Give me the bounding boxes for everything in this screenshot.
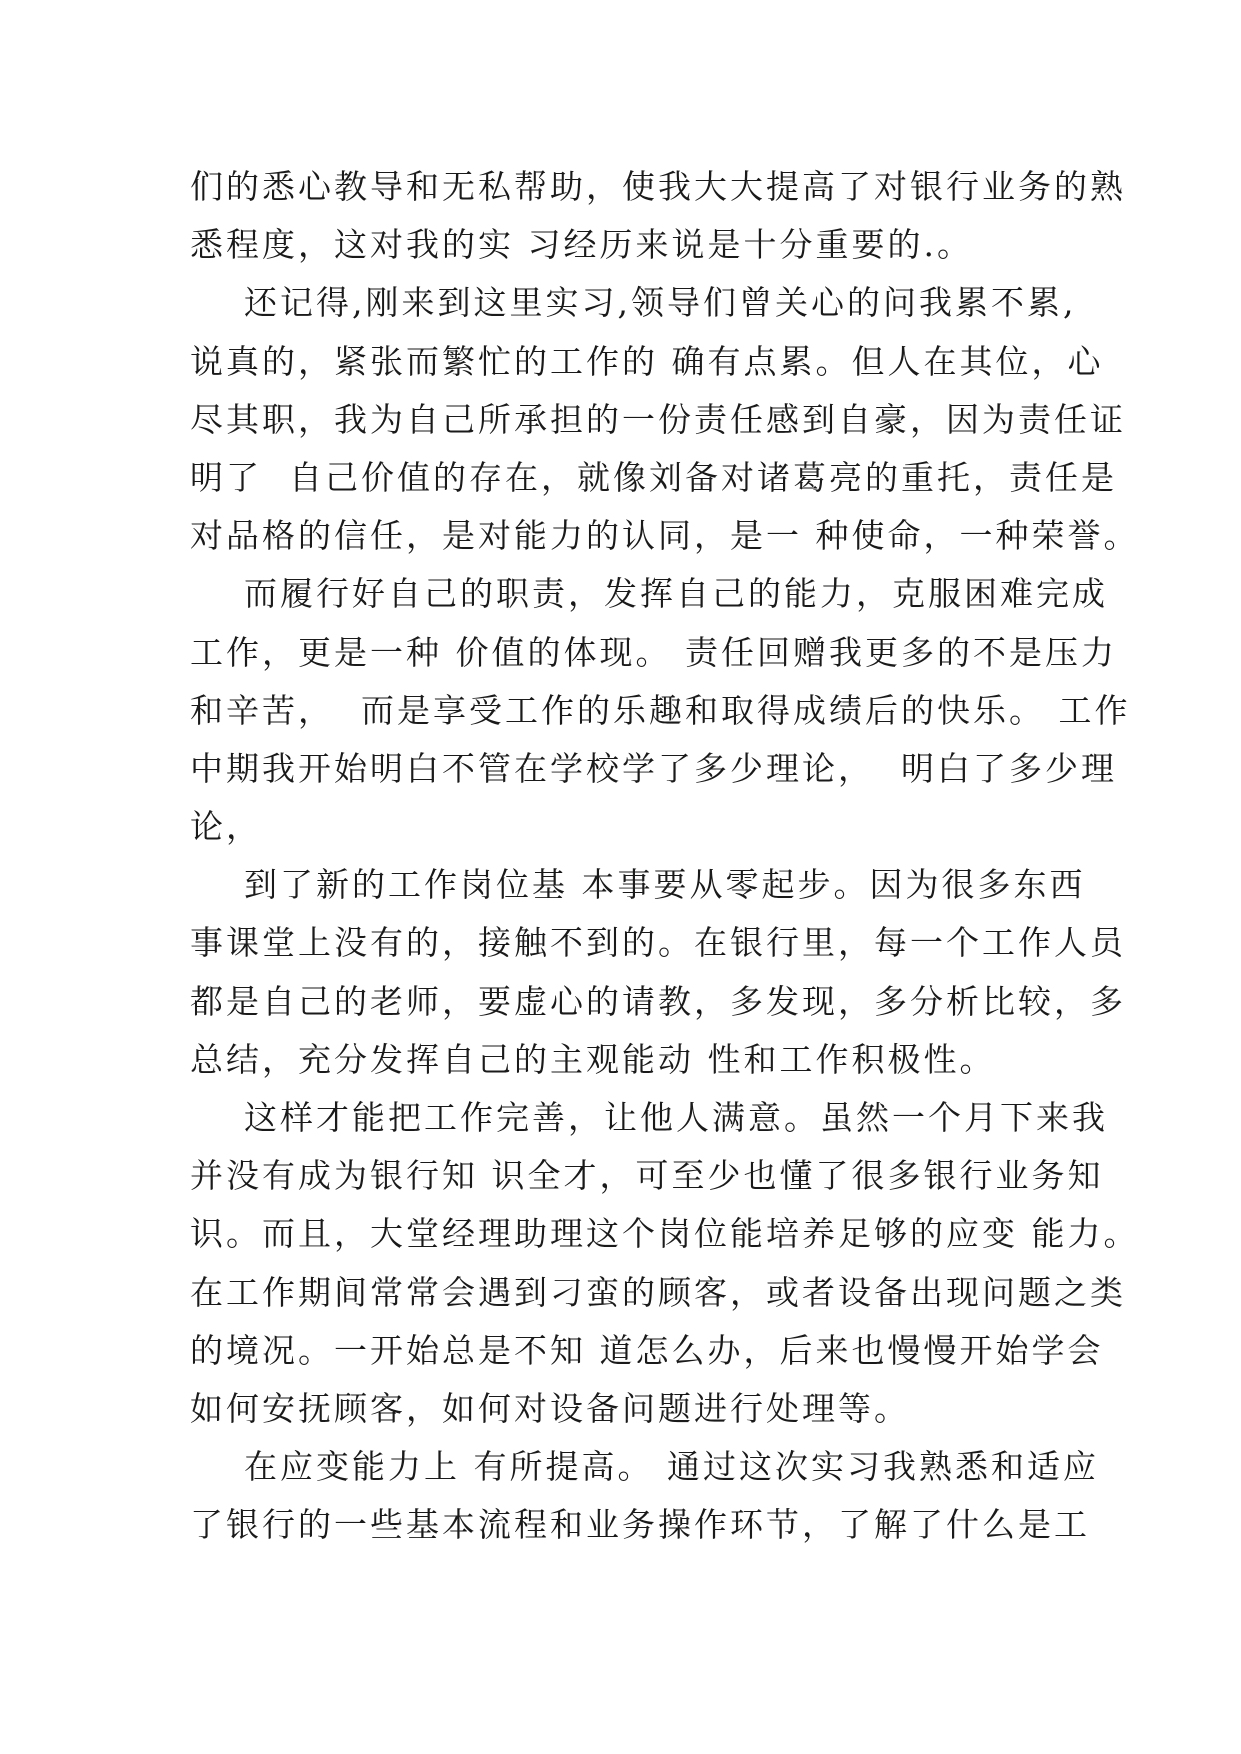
- body-text: [190, 158, 1140, 1555]
- text-line: 论，: [190, 807, 262, 847]
- text-line: 说真的，紧张而繁忙的工作的 确有点累。但人在其位，心: [190, 341, 1104, 381]
- text-line: 这样才能把工作完善，让他人满意。虽然一个月下来我: [190, 1098, 1108, 1137]
- text-line: 了银行的一些基本流程和业务操作环节，了解了什么是工: [190, 1505, 1090, 1545]
- text-line: 识。而且，大堂经理助理这个岗位能培养足够的应变 能力。: [190, 1214, 1140, 1254]
- text-line: 在应变能力上 有所提高。 通过这次实习我熟悉和适应: [190, 1447, 1099, 1487]
- text-line: 并没有成为银行知 识全才，可至少也懂了很多银行业务知: [190, 1156, 1104, 1196]
- text-line: 而履行好自己的职责，发挥自己的能力，克服困难完成: [190, 574, 1108, 614]
- text-line: 如何安抚顾客，如何对设备问题进行处理等。: [190, 1388, 910, 1428]
- text-line: 明了 自己价值的存在，就像刘备对诸葛亮的重托，责任是: [190, 457, 1117, 497]
- text-line: 的境况。一开始总是不知 道怎么办，后来也慢慢开始学会: [190, 1330, 1104, 1370]
- text-line: 总结，充分发挥自己的主观能动 性和工作积极性。: [190, 1039, 996, 1079]
- text-line: 和辛苦， 而是享受工作的乐趣和取得成绩后的快乐。 工作: [190, 690, 1131, 730]
- text-line: 对品格的信任，是对能力的认同，是一 种使命，一种荣誉。: [190, 516, 1140, 556]
- text-line: 们的悉心教导和无私帮助，使我大大提高了对银行业务的熟: [190, 167, 1126, 206]
- text-line: 到了新的工作岗位基 本事要从零起步。因为很多东西: [190, 865, 1086, 905]
- text-line: 在工作期间常常会遇到刁蛮的顾客，或者设备出现问题之类: [190, 1272, 1126, 1312]
- text-line: 工作，更是一种 价值的体现。 责任回赠我更多的不是压力: [190, 632, 1117, 672]
- text-line: 悉程度，这对我的实 习经历来说是十分重要的.。: [190, 225, 973, 265]
- text-line: 还记得,刚来到这里实习,领导们曾关心的问我累不累,: [190, 283, 1077, 323]
- text-line: 事课堂上没有的，接触不到的。在银行里，每一个工作人员: [190, 923, 1126, 963]
- text-line: 中期我开始明白不管在学校学了多少理论， 明白了多少理: [190, 748, 1117, 788]
- text-line: 尽其职，我为自己所承担的一份责任感到自豪，因为责任证: [190, 399, 1126, 439]
- text-line: 都是自己的老师，要虚心的请教，多发现，多分析比较，多: [190, 981, 1126, 1021]
